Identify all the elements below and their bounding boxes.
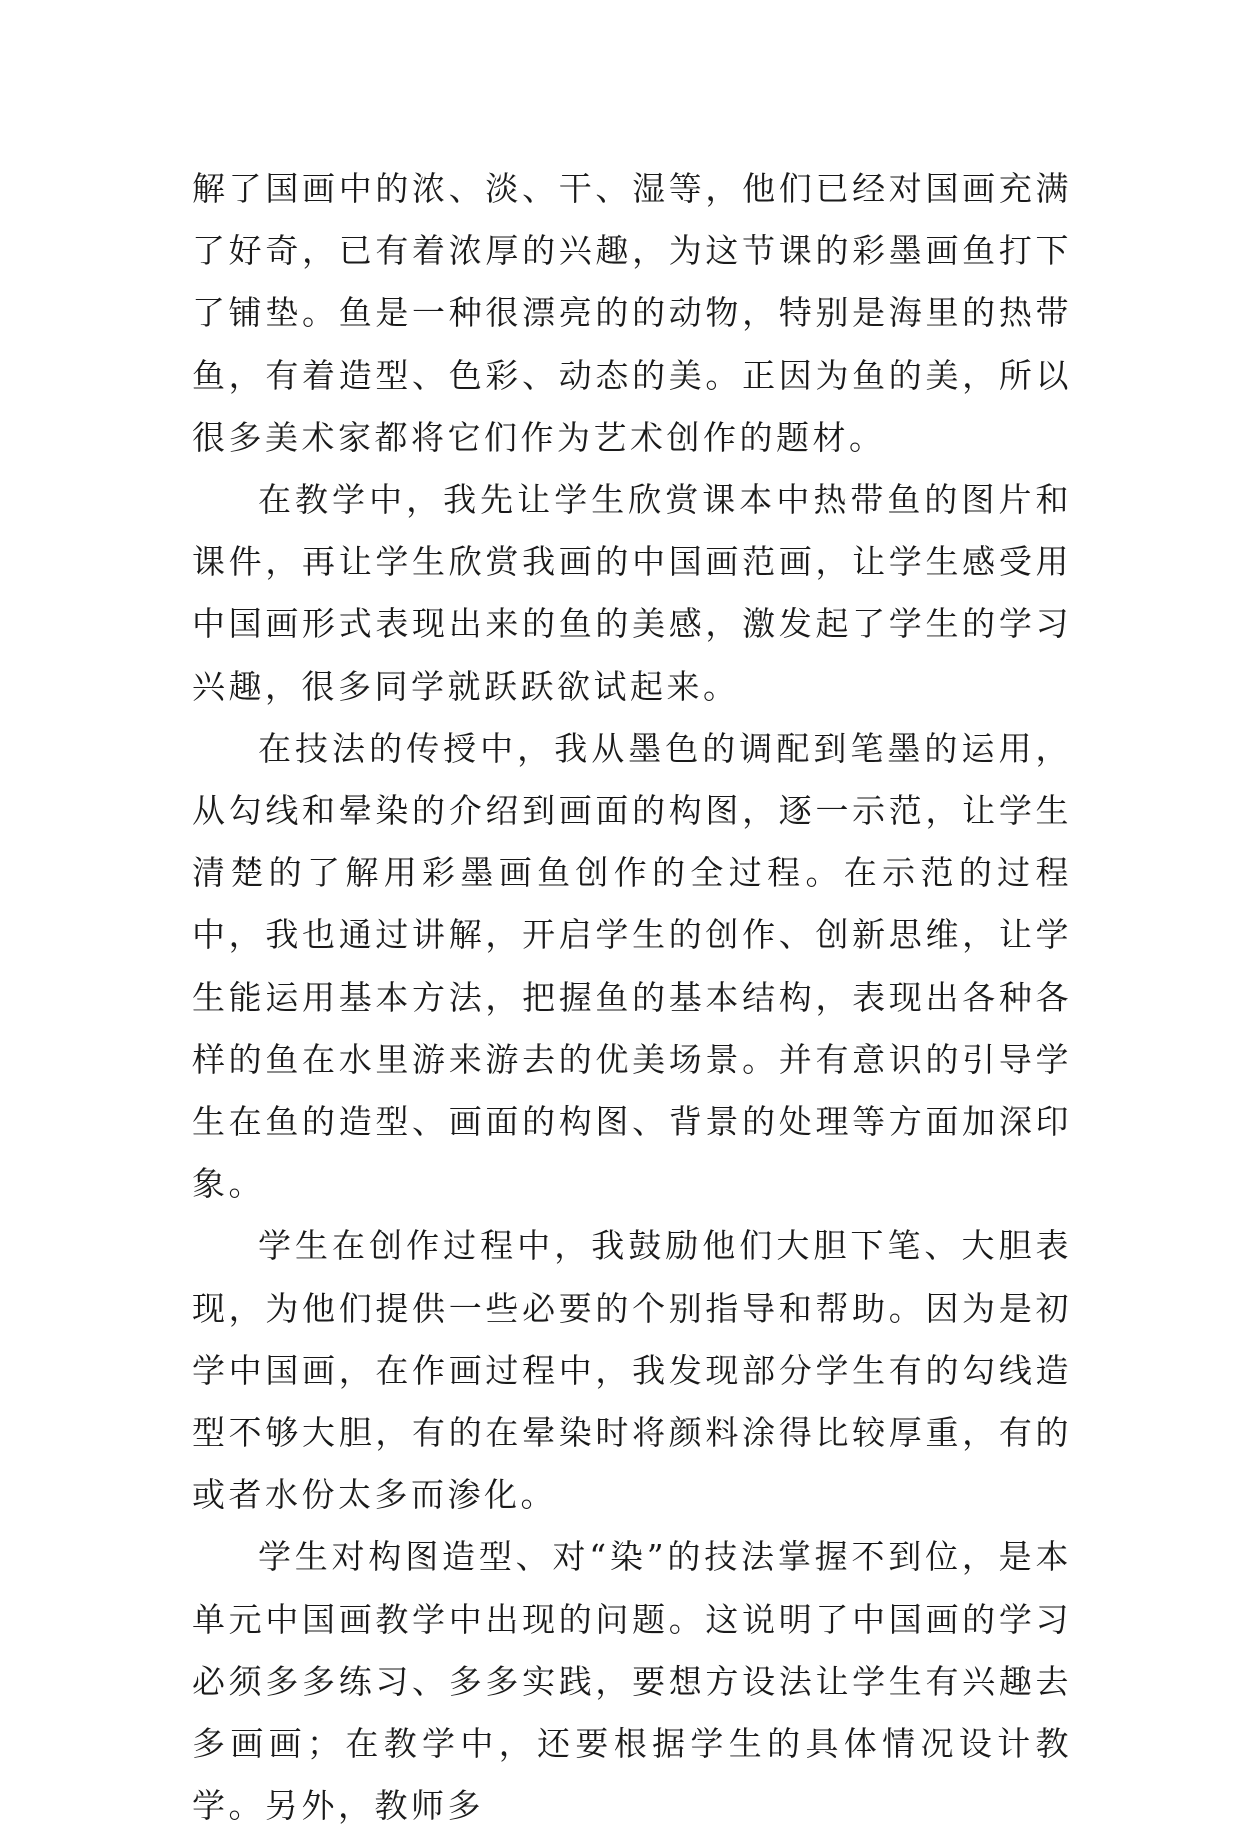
paragraph-4: 学生在创作过程中，我鼓励他们大胆下笔、大胆表现，为他们提供一些必要的个别指导和帮助。因为是初学中国画，在作画过程中，我发现部分学生有的勾线造型不够大胆，有的在晕染时将颜料涂得比较厚重，有的或者水份太多而渗化。 (192, 1226, 1072, 1515)
paragraph-1: 解了国画中的浓、淡、干、湿等，他们已经对国画充满了好奇，已有着浓厚的兴趣，为这节课的彩墨画鱼打下了铺垫。鱼是一种很漂亮的的动物，特别是海里的热带鱼，有着造型、色彩、动态的美。正因为鱼的美，所以很多美术家都将它们作为艺术创作的题材。 (192, 169, 1072, 457)
paragraph-2: 在教学中，我先让学生欣赏课本中热带鱼的图片和课件，再让学生欣赏我画的中国画范画，让学生感受用中国画形式表现出来的鱼的美感，激发起了学生的学习兴趣，很多同学就跃跃欲试起来。 (192, 480, 1072, 706)
document-body (192, 158, 1072, 1837)
paragraph-3: 在技法的传授中，我从墨色的调配到笔墨的运用，从勾线和晕染的介绍到画面的构图，逐一示范，让学生清楚的了解用彩墨画鱼创作的全过程。在示范的过程中，我也通过讲解，开启学生的创作、创新思维，让学生能运用基本方法，把握鱼的基本结构，表现出各种各样的鱼在水里游来游去的优美场景。并有意识的引导学生在鱼的造型、画面的构图、背景的处理等方面加深印象。 (192, 728, 1072, 1204)
paragraph-5: 学生对构图造型、对“染”的技法掌握不到位，是本单元中国画教学中出现的问题。这说明了中国画的学习必须多多练习、多多实践，要想方设法让学生有兴趣去多画画；在教学中，还要根据学生的具体情况设计教学。另外，教师多 (192, 1537, 1072, 1826)
